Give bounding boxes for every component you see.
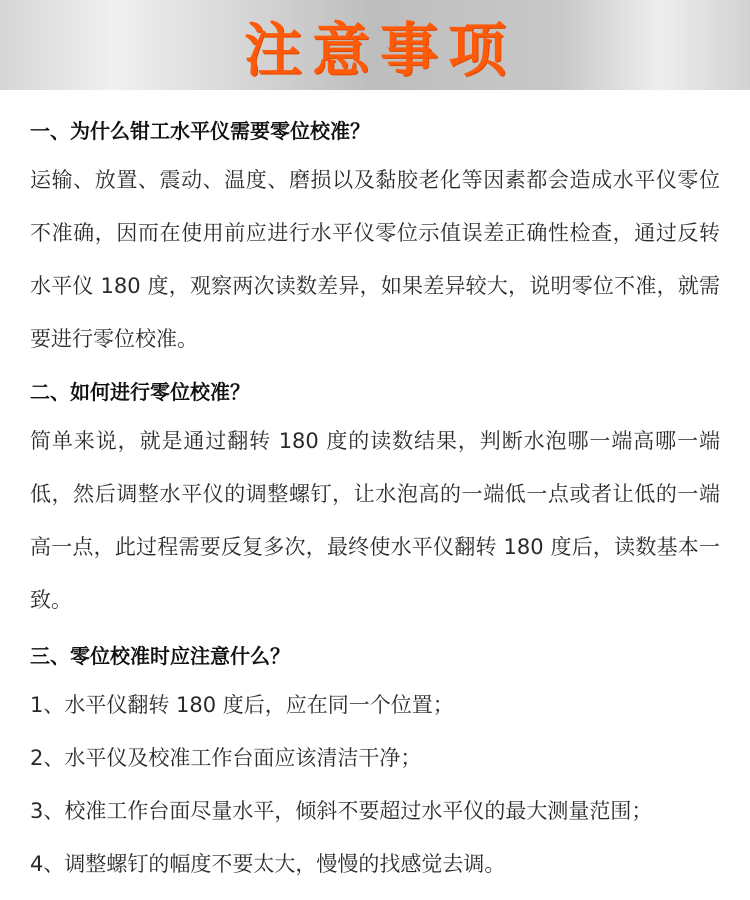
section-how-calibrate bbox=[30, 369, 720, 627]
section-paragraph: 简单来说，就是通过翻转 180 度的读数结果，判断水泡哪一端高哪一端低，然后调整水平仪的调整螺钉，让水泡高的一端低一点或者让低的一端高一点，此过程需要反复多次，最终使水平仪翻转 180 度后，读数基本一致。 bbox=[30, 429, 720, 612]
list-item: 3、校准工作台面尽量水平，倾斜不要超过水平仪的最大测量范围； bbox=[30, 799, 653, 823]
section-why-calibrate bbox=[30, 108, 720, 366]
page-title: 注意事项 bbox=[243, 16, 516, 84]
section-heading: 二、如何进行零位校准？ bbox=[30, 380, 250, 404]
title-banner bbox=[0, 0, 750, 90]
notice-content bbox=[0, 90, 750, 891]
list-item: 4、调整螺钉的幅度不要太大，慢慢的找感觉去调。 bbox=[30, 852, 506, 876]
section-heading: 三、零位校准时应注意什么？ bbox=[30, 644, 290, 668]
list-item: 2、水平仪及校准工作台面应该清洁干净； bbox=[30, 746, 422, 770]
section-paragraph: 运输、放置、震动、温度、磨损以及黏胶老化等因素都会造成水平仪零位不准确，因而在使用前应进行水平仪零位示值误差正确性检查，通过反转水平仪 180 度，观察两次读数差异，如果差异较大，说明零位不准，就需要进行零位校准。 bbox=[30, 168, 720, 351]
list-item: 1、水平仪翻转 180 度后，应在同一个位置； bbox=[30, 693, 454, 717]
section-precautions bbox=[30, 633, 720, 891]
section-heading: 一、为什么钳工水平仪需要零位校准？ bbox=[30, 119, 370, 143]
